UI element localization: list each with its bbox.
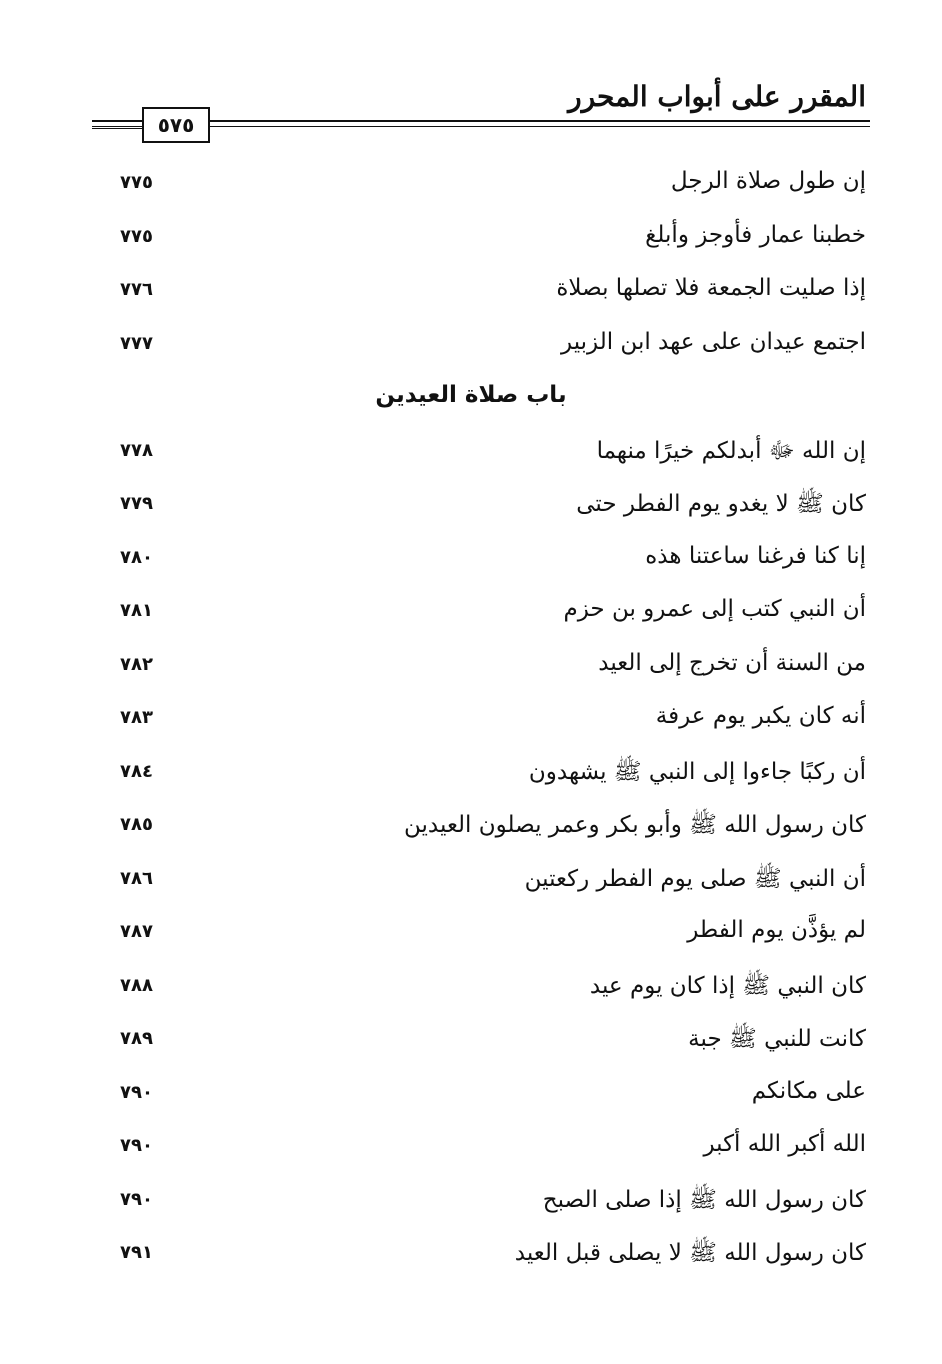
entry-page: ٧٧٩ (120, 493, 153, 514)
entry-page: ٧٨٩ (120, 1028, 153, 1049)
entry-page: ٧٧٨ (120, 439, 153, 461)
toc-entry (0, 588, 942, 642)
entry-title: لم يؤذَّن يوم الفطر (687, 917, 866, 943)
entry-title: أن النبي ﷺ صلى يوم الفطر ركعتين (524, 865, 866, 892)
entry-page: ٧٨٦ (120, 867, 153, 889)
toc-entry (0, 1230, 942, 1284)
entry-page: ٧٨٢ (120, 653, 153, 675)
entry-page: ٧٨٣ (120, 707, 153, 728)
entry-page: ٧٧٥ (120, 172, 153, 193)
entry-title: أنه كان يكبر يوم عرفة (655, 703, 866, 729)
entry-page: ٧٨٥ (120, 814, 153, 835)
entry-page: ٧٧٦ (120, 279, 153, 300)
toc-entry (0, 963, 942, 1017)
toc-entry (0, 428, 942, 482)
entry-page: ٧٨٠ (120, 546, 153, 568)
entry-title: خطبنا عمار فأوجز وأبلغ (645, 221, 866, 248)
entry-title: كان رسول الله ﷺ إذا صلى الصبح (542, 1186, 866, 1213)
entry-title: على مكانكم (751, 1077, 866, 1104)
toc-entry (0, 267, 942, 321)
entry-title: كان ﷺ لا يغدو يوم الفطر حتى (576, 491, 866, 517)
entry-page: ٧٧٧ (120, 332, 153, 354)
toc-entry (0, 1070, 942, 1124)
toc-entry (0, 1016, 942, 1070)
entry-title: إذا صليت الجمعة فلا تصلها بصلاة (556, 275, 866, 301)
entry-title: من السنة أن تخرج إلى العيد (598, 649, 866, 676)
table-of-contents (0, 160, 942, 1284)
toc-entry (0, 909, 942, 963)
entry-title: أن النبي كتب إلى عمرو بن حزم (563, 596, 866, 622)
section-heading (0, 374, 942, 428)
toc-entry (0, 321, 942, 375)
entry-title: إن طول صلاة الرجل (670, 168, 866, 194)
entry-title: الله أكبر الله أكبر (703, 1131, 866, 1157)
entry-title: إنا كنا فرغنا ساعتنا هذه (645, 542, 866, 569)
header-rule-stub (92, 128, 142, 129)
toc-entry (0, 535, 942, 589)
toc-entry (0, 1123, 942, 1177)
toc-entry (0, 695, 942, 749)
running-title: المقرر على أبواب المحرر (568, 80, 866, 113)
entry-page: ٧٧٥ (120, 225, 153, 247)
entry-page: ٧٩١ (120, 1242, 153, 1263)
toc-entry (0, 802, 942, 856)
entry-page: ٧٨٤ (120, 760, 153, 782)
entry-title: اجتمع عيدان على عهد ابن الزبير (561, 328, 866, 355)
entry-title: كان النبي ﷺ إذا كان يوم عيد (589, 972, 866, 999)
entry-title: كانت للنبي ﷺ جبة (688, 1026, 866, 1052)
section-heading-text: باب صلاة العيدين (375, 382, 567, 408)
toc-entry (0, 642, 942, 696)
entry-page: ٧٩٠ (120, 1188, 153, 1210)
entry-title: إن الله ﷻ أبدلكم خيرًا منهما (596, 437, 866, 464)
entry-title: كان رسول الله ﷺ لا يصلى قبل العيد (514, 1240, 866, 1266)
page-number: ٥٧٥ (142, 107, 210, 143)
entry-page: ٧٨١ (120, 600, 153, 621)
entry-page: ٧٨٨ (120, 974, 153, 996)
entry-page: ٧٩٠ (120, 1081, 153, 1103)
toc-entry (0, 481, 942, 535)
entry-page: ٧٨٧ (120, 921, 153, 942)
toc-entry (0, 856, 942, 910)
toc-entry (0, 1177, 942, 1231)
toc-entry (0, 160, 942, 214)
toc-entry (0, 214, 942, 268)
entry-page: ٧٩٠ (120, 1135, 153, 1156)
toc-entry (0, 749, 942, 803)
entry-title: كان رسول الله ﷺ وأبو بكر وعمر يصلون العيدين (404, 812, 866, 838)
entry-title: أن ركبًا جاءوا إلى النبي ﷺ يشهدون (528, 758, 866, 785)
